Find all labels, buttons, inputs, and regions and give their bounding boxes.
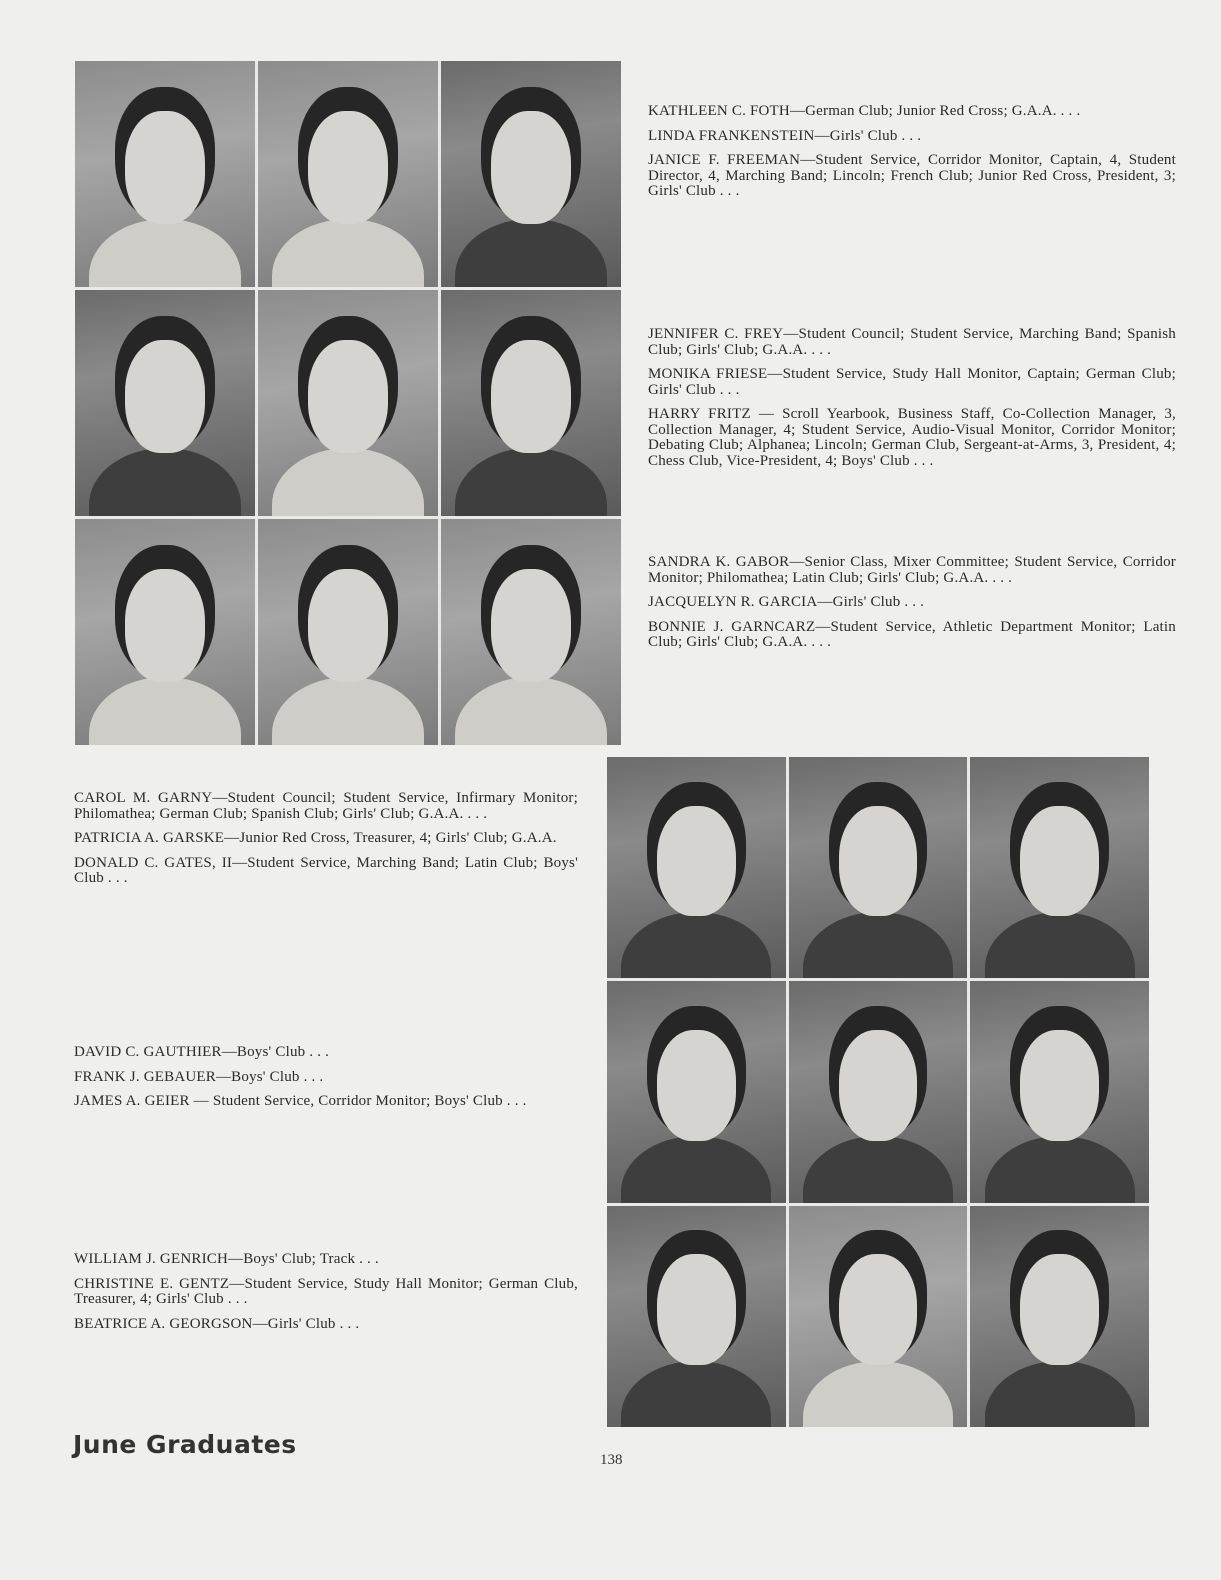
- caption-block-4: [74, 791, 578, 896]
- portrait-photo: [441, 61, 621, 287]
- graduate-activities: — Student Service, Corridor Monitor; Boys' Club . . .: [189, 1093, 527, 1109]
- graduate-name: KATHLEEN C. FOTH: [648, 103, 790, 119]
- graduate-name: LINDA FRANKENSTEIN: [648, 127, 815, 144]
- caption-block-3: [648, 555, 1176, 660]
- caption-block-1: [648, 104, 1176, 209]
- section-title: June Graduates: [73, 1430, 297, 1459]
- portrait-photo: [258, 519, 438, 745]
- graduate-name: JAMES A. GEIER: [74, 1093, 190, 1109]
- graduate-activities: —Senior Class, Mixer Committee; Student Service, Corridor Monitor; Philomathea; Latin Club; Girls' Club; G.A.A. . . .: [648, 554, 1176, 586]
- graduate-activities: —Boys' Club . . .: [221, 1044, 330, 1060]
- graduate-name: MONIKA FRIESE: [648, 366, 768, 382]
- caption-block-6: [74, 1252, 578, 1341]
- portrait-photo: [607, 981, 786, 1202]
- portrait-photo: [607, 757, 786, 978]
- graduate-entry: [74, 831, 578, 847]
- portrait-photo: [258, 61, 438, 287]
- graduate-entry: [74, 1252, 578, 1268]
- graduate-activities: —Girls' Club . . .: [814, 127, 922, 144]
- graduate-entry: [648, 129, 1176, 145]
- graduate-entry: [74, 1094, 578, 1110]
- portrait-photo: [75, 290, 255, 516]
- portrait-photo: [75, 519, 255, 745]
- graduate-entry: [648, 153, 1176, 200]
- portrait-photo: [75, 61, 255, 287]
- portrait-photo: [441, 290, 621, 516]
- graduate-activities: —Student Service, Athletic Department Monitor; Latin Club; Girls' Club; G.A.A. . . .: [648, 618, 1176, 650]
- portrait-grid-top: [75, 61, 621, 745]
- graduate-entry: [648, 620, 1176, 651]
- portrait-grid-bottom: [607, 757, 1149, 1427]
- graduate-activities: —Student Service, Marching Band; Latin Club; Boys' Club . . .: [74, 854, 578, 886]
- graduate-name: PATRICIA A. GARSKE: [74, 830, 225, 846]
- portrait-photo: [970, 757, 1149, 978]
- graduate-activities: —Junior Red Cross, Treasurer, 4; Girls' Club; G.A.A.: [224, 830, 557, 846]
- graduate-entry: [648, 104, 1176, 120]
- graduate-name: CAROL M. GARNY: [74, 790, 213, 806]
- graduate-activities: —Boys' Club; Track . . .: [228, 1251, 379, 1267]
- portrait-photo: [441, 519, 621, 745]
- portrait-photo: [970, 981, 1149, 1202]
- portrait-photo: [789, 757, 968, 978]
- graduate-name: DONALD C. GATES, II: [74, 854, 233, 871]
- page-number: 138: [600, 1452, 623, 1468]
- graduate-activities: —Student Council; Student Service, Infirmary Monitor; Philomathea; German Club; Spanish Club; Girls' Club; G.A.A. . . .: [74, 790, 578, 822]
- graduate-entry: [648, 555, 1176, 586]
- graduate-entry: [74, 1070, 578, 1086]
- graduate-activities: —Girls' Club . . .: [817, 594, 925, 610]
- graduate-name: WILLIAM J. GENRICH: [74, 1251, 228, 1267]
- graduate-name: JENNIFER C. FREY: [648, 326, 784, 342]
- graduate-name: CHRISTINE E. GENTZ: [74, 1275, 230, 1292]
- portrait-photo: [970, 1206, 1149, 1427]
- portrait-photo: [789, 1206, 968, 1427]
- graduate-entry: [74, 1317, 578, 1333]
- portrait-photo: [258, 290, 438, 516]
- graduate-entry: [74, 1045, 578, 1061]
- graduate-name: JANICE F. FREEMAN: [648, 152, 801, 168]
- portrait-photo: [789, 981, 968, 1202]
- graduate-name: JACQUELYN R. GARCIA: [648, 594, 818, 610]
- graduate-entry: [648, 367, 1176, 398]
- graduate-name: FRANK J. GEBAUER: [74, 1068, 216, 1085]
- graduate-name: DAVID C. GAUTHIER: [74, 1044, 222, 1060]
- graduate-activities: —Student Service, Corridor Monitor, Captain, 4, Student Director, 4, Marching Band; Lincoln; French Club; Junior Red Cross, President, 3; Girls' Club . . .: [648, 152, 1176, 199]
- graduate-activities: — Scroll Yearbook, Business Staff, Co-Collection Manager, 3, Collection Manager, 4; Student Service, Audio-Visual Monitor, Corridor Monitor; Debating Club; Alphanea; Lincoln; German Club, Sergeant-at-Arms, 3, President, 4; Chess Club, Vice-President, 4; Boys' Club . . .: [648, 406, 1176, 469]
- graduate-activities: —Student Service, Study Hall Monitor, Captain; German Club; Girls' Club . . .: [648, 366, 1176, 398]
- graduate-name: BONNIE J. GARNCARZ: [648, 618, 816, 635]
- graduate-name: BEATRICE A. GEORGSON: [74, 1315, 253, 1332]
- graduate-activities: —German Club; Junior Red Cross; G.A.A. . . .: [789, 103, 1081, 119]
- graduate-activities: —Boys' Club . . .: [215, 1068, 324, 1085]
- graduate-entry: [74, 856, 578, 887]
- portrait-photo: [607, 1206, 786, 1427]
- graduate-activities: —Student Service, Study Hall Monitor; German Club, Treasurer, 4; Girls' Club . . .: [74, 1275, 579, 1307]
- graduate-entry: [648, 327, 1176, 358]
- graduate-entry: [648, 595, 1176, 611]
- graduate-name: SANDRA K. GABOR: [648, 554, 790, 570]
- graduate-entry: [74, 1277, 578, 1308]
- graduate-entry: [74, 791, 578, 822]
- graduate-name: HARRY FRITZ: [648, 406, 751, 422]
- caption-block-5: [74, 1045, 578, 1119]
- graduate-activities: —Girls' Club . . .: [252, 1315, 360, 1332]
- graduate-entry: [648, 407, 1176, 469]
- graduate-activities: —Student Council; Student Service, Marching Band; Spanish Club; Girls' Club; G.A.A. . . .: [648, 326, 1176, 358]
- caption-block-2: [648, 327, 1176, 478]
